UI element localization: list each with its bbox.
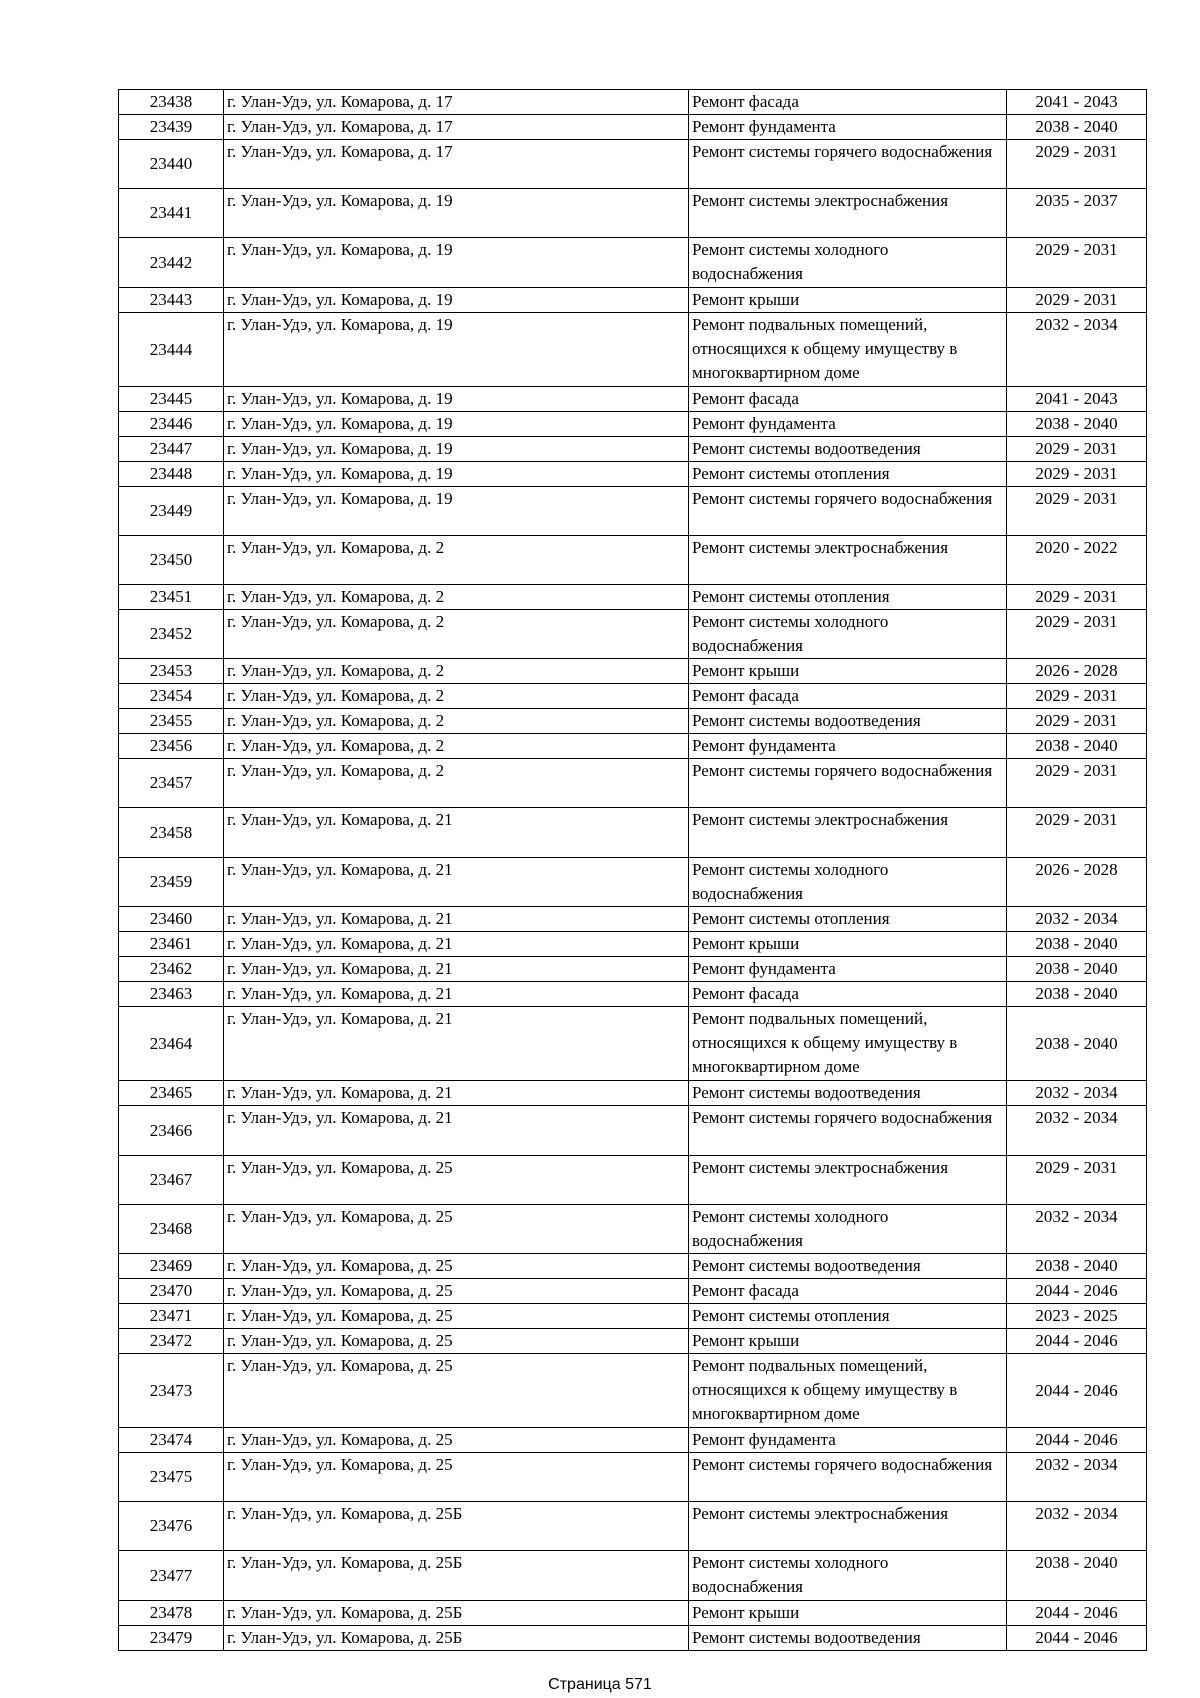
work-type-cell: Ремонт системы водоотведения <box>689 437 1007 462</box>
table-row <box>119 487 1147 536</box>
table-row <box>119 313 1147 387</box>
work-type-cell: Ремонт системы горячего водоснабжения <box>689 487 1007 536</box>
period-cell: 2038 - 2040 <box>1007 115 1147 140</box>
address-cell: г. Улан-Удэ, ул. Комарова, д. 25Б <box>224 1626 689 1651</box>
table-row <box>119 288 1147 313</box>
address-cell: г. Улан-Удэ, ул. Комарова, д. 19 <box>224 412 689 437</box>
address-cell: г. Улан-Удэ, ул. Комарова, д. 19 <box>224 437 689 462</box>
period-cell: 2026 - 2028 <box>1007 659 1147 684</box>
record-id-cell: 23478 <box>119 1601 224 1626</box>
record-id-cell: 23452 <box>119 610 224 659</box>
table-row <box>119 412 1147 437</box>
record-id-cell: 23457 <box>119 759 224 808</box>
record-id-cell: 23463 <box>119 982 224 1007</box>
work-type-cell: Ремонт системы горячего водоснабжения <box>689 1453 1007 1502</box>
table-row <box>119 932 1147 957</box>
capital-repair-table <box>118 89 1147 1651</box>
address-cell: г. Улан-Удэ, ул. Комарова, д. 25 <box>224 1453 689 1502</box>
record-id-cell: 23460 <box>119 907 224 932</box>
period-cell: 2026 - 2028 <box>1007 858 1147 907</box>
period-cell: 2029 - 2031 <box>1007 808 1147 858</box>
address-cell: г. Улан-Удэ, ул. Комарова, д. 21 <box>224 1106 689 1156</box>
address-cell: г. Улан-Удэ, ул. Комарова, д. 2 <box>224 709 689 734</box>
record-id-cell: 23449 <box>119 487 224 536</box>
table-row <box>119 684 1147 709</box>
table-row <box>119 1329 1147 1354</box>
table-row <box>119 1551 1147 1601</box>
address-cell: г. Улан-Удэ, ул. Комарова, д. 25Б <box>224 1551 689 1601</box>
record-id-cell: 23454 <box>119 684 224 709</box>
table-row <box>119 1279 1147 1304</box>
table-row <box>119 238 1147 288</box>
address-cell: г. Улан-Удэ, ул. Комарова, д. 2 <box>224 610 689 659</box>
work-type-cell: Ремонт системы электроснабжения <box>689 1156 1007 1205</box>
table-row <box>119 808 1147 858</box>
table-row <box>119 1601 1147 1626</box>
work-type-cell: Ремонт фундамента <box>689 115 1007 140</box>
period-cell: 2038 - 2040 <box>1007 412 1147 437</box>
work-type-cell: Ремонт системы электроснабжения <box>689 536 1007 585</box>
period-cell: 2029 - 2031 <box>1007 487 1147 536</box>
address-cell: г. Улан-Удэ, ул. Комарова, д. 25Б <box>224 1601 689 1626</box>
address-cell: г. Улан-Удэ, ул. Комарова, д. 25 <box>224 1156 689 1205</box>
work-type-cell: Ремонт фундамента <box>689 412 1007 437</box>
record-id-cell: 23465 <box>119 1081 224 1106</box>
work-type-cell: Ремонт крыши <box>689 932 1007 957</box>
period-cell: 2032 - 2034 <box>1007 907 1147 932</box>
period-cell: 2029 - 2031 <box>1007 610 1147 659</box>
work-type-cell: Ремонт системы отопления <box>689 462 1007 487</box>
address-cell: г. Улан-Удэ, ул. Комарова, д. 19 <box>224 238 689 288</box>
period-cell: 2029 - 2031 <box>1007 238 1147 288</box>
work-type-cell: Ремонт системы отопления <box>689 907 1007 932</box>
record-id-cell: 23445 <box>119 387 224 412</box>
record-id-cell: 23451 <box>119 585 224 610</box>
period-cell: 2032 - 2034 <box>1007 1453 1147 1502</box>
period-cell: 2029 - 2031 <box>1007 709 1147 734</box>
period-cell: 2038 - 2040 <box>1007 1254 1147 1279</box>
period-cell: 2038 - 2040 <box>1007 1551 1147 1601</box>
address-cell: г. Улан-Удэ, ул. Комарова, д. 25 <box>224 1279 689 1304</box>
record-id-cell: 23474 <box>119 1428 224 1453</box>
period-cell: 2038 - 2040 <box>1007 1007 1147 1081</box>
address-cell: г. Улан-Удэ, ул. Комарова, д. 2 <box>224 684 689 709</box>
address-cell: г. Улан-Удэ, ул. Комарова, д. 25 <box>224 1205 689 1254</box>
period-cell: 2044 - 2046 <box>1007 1601 1147 1626</box>
record-id-cell: 23455 <box>119 709 224 734</box>
period-cell: 2032 - 2034 <box>1007 1106 1147 1156</box>
address-cell: г. Улан-Удэ, ул. Комарова, д. 21 <box>224 808 689 858</box>
table-row <box>119 1106 1147 1156</box>
work-type-cell: Ремонт системы электроснабжения <box>689 1502 1007 1551</box>
work-type-cell: Ремонт системы холодного водоснабжения <box>689 238 1007 288</box>
address-cell: г. Улан-Удэ, ул. Комарова, д. 21 <box>224 957 689 982</box>
address-cell: г. Улан-Удэ, ул. Комарова, д. 25Б <box>224 1502 689 1551</box>
address-cell: г. Улан-Удэ, ул. Комарова, д. 21 <box>224 1081 689 1106</box>
work-type-cell: Ремонт фасада <box>689 1279 1007 1304</box>
record-id-cell: 23475 <box>119 1453 224 1502</box>
table-row <box>119 140 1147 189</box>
table-row <box>119 659 1147 684</box>
address-cell: г. Улан-Удэ, ул. Комарова, д. 19 <box>224 487 689 536</box>
work-type-cell: Ремонт системы горячего водоснабжения <box>689 1106 1007 1156</box>
work-type-cell: Ремонт фасада <box>689 387 1007 412</box>
work-type-cell: Ремонт фасада <box>689 982 1007 1007</box>
work-type-cell: Ремонт системы горячего водоснабжения <box>689 140 1007 189</box>
record-id-cell: 23459 <box>119 858 224 907</box>
table-row <box>119 610 1147 659</box>
page-number: Страница 571 <box>548 1676 652 1693</box>
work-type-cell: Ремонт системы электроснабжения <box>689 189 1007 238</box>
table-row <box>119 585 1147 610</box>
period-cell: 2041 - 2043 <box>1007 387 1147 412</box>
period-cell: 2029 - 2031 <box>1007 585 1147 610</box>
record-id-cell: 23471 <box>119 1304 224 1329</box>
period-cell: 2029 - 2031 <box>1007 1156 1147 1205</box>
period-cell: 2032 - 2034 <box>1007 313 1147 387</box>
table-row <box>119 759 1147 808</box>
record-id-cell: 23469 <box>119 1254 224 1279</box>
table-row <box>119 387 1147 412</box>
period-cell: 2020 - 2022 <box>1007 536 1147 585</box>
work-type-cell: Ремонт крыши <box>689 1601 1007 1626</box>
record-id-cell: 23446 <box>119 412 224 437</box>
record-id-cell: 23448 <box>119 462 224 487</box>
record-id-cell: 23476 <box>119 1502 224 1551</box>
period-cell: 2038 - 2040 <box>1007 734 1147 759</box>
address-cell: г. Улан-Удэ, ул. Комарова, д. 2 <box>224 734 689 759</box>
record-id-cell: 23468 <box>119 1205 224 1254</box>
table-row <box>119 189 1147 238</box>
address-cell: г. Улан-Удэ, ул. Комарова, д. 17 <box>224 90 689 115</box>
record-id-cell: 23462 <box>119 957 224 982</box>
address-cell: г. Улан-Удэ, ул. Комарова, д. 2 <box>224 659 689 684</box>
address-cell: г. Улан-Удэ, ул. Комарова, д. 25 <box>224 1304 689 1329</box>
work-type-cell: Ремонт крыши <box>689 659 1007 684</box>
record-id-cell: 23472 <box>119 1329 224 1354</box>
record-id-cell: 23444 <box>119 313 224 387</box>
table-row <box>119 709 1147 734</box>
table-row <box>119 1428 1147 1453</box>
record-id-cell: 23466 <box>119 1106 224 1156</box>
record-id-cell: 23464 <box>119 1007 224 1081</box>
period-cell: 2044 - 2046 <box>1007 1329 1147 1354</box>
record-id-cell: 23441 <box>119 189 224 238</box>
period-cell: 2044 - 2046 <box>1007 1626 1147 1651</box>
record-id-cell: 23442 <box>119 238 224 288</box>
record-id-cell: 23439 <box>119 115 224 140</box>
period-cell: 2044 - 2046 <box>1007 1279 1147 1304</box>
address-cell: г. Улан-Удэ, ул. Комарова, д. 2 <box>224 759 689 808</box>
address-cell: г. Улан-Удэ, ул. Комарова, д. 25 <box>224 1254 689 1279</box>
table-row <box>119 1453 1147 1502</box>
table-row <box>119 437 1147 462</box>
record-id-cell: 23477 <box>119 1551 224 1601</box>
table-row <box>119 536 1147 585</box>
table-row <box>119 957 1147 982</box>
record-id-cell: 23453 <box>119 659 224 684</box>
work-type-cell: Ремонт крыши <box>689 1329 1007 1354</box>
record-id-cell: 23447 <box>119 437 224 462</box>
record-id-cell: 23438 <box>119 90 224 115</box>
period-cell: 2029 - 2031 <box>1007 684 1147 709</box>
work-type-cell: Ремонт системы водоотведения <box>689 1626 1007 1651</box>
table-row <box>119 1502 1147 1551</box>
work-type-cell: Ремонт фундамента <box>689 734 1007 759</box>
table-row <box>119 982 1147 1007</box>
table-row <box>119 858 1147 907</box>
address-cell: г. Улан-Удэ, ул. Комарова, д. 17 <box>224 140 689 189</box>
record-id-cell: 23456 <box>119 734 224 759</box>
table-row <box>119 90 1147 115</box>
period-cell: 2038 - 2040 <box>1007 957 1147 982</box>
work-type-cell: Ремонт подвальных помещений, относящихся к общему имуществу в многоквартирном доме <box>689 1007 1007 1081</box>
address-cell: г. Улан-Удэ, ул. Комарова, д. 19 <box>224 313 689 387</box>
work-type-cell: Ремонт фасада <box>689 90 1007 115</box>
work-type-cell: Ремонт системы холодного водоснабжения <box>689 1205 1007 1254</box>
address-cell: г. Улан-Удэ, ул. Комарова, д. 21 <box>224 982 689 1007</box>
address-cell: г. Улан-Удэ, ул. Комарова, д. 25 <box>224 1354 689 1428</box>
address-cell: г. Улан-Удэ, ул. Комарова, д. 25 <box>224 1428 689 1453</box>
period-cell: 2032 - 2034 <box>1007 1081 1147 1106</box>
table-row <box>119 1304 1147 1329</box>
table-row <box>119 907 1147 932</box>
work-type-cell: Ремонт системы отопления <box>689 1304 1007 1329</box>
table-row <box>119 1156 1147 1205</box>
work-type-cell: Ремонт фасада <box>689 684 1007 709</box>
period-cell: 2044 - 2046 <box>1007 1354 1147 1428</box>
work-type-cell: Ремонт подвальных помещений, относящихся к общему имуществу в многоквартирном доме <box>689 1354 1007 1428</box>
address-cell: г. Улан-Удэ, ул. Комарова, д. 19 <box>224 387 689 412</box>
period-cell: 2038 - 2040 <box>1007 982 1147 1007</box>
period-cell: 2029 - 2031 <box>1007 140 1147 189</box>
period-cell: 2044 - 2046 <box>1007 1428 1147 1453</box>
work-type-cell: Ремонт фундамента <box>689 957 1007 982</box>
period-cell: 2035 - 2037 <box>1007 189 1147 238</box>
table-row <box>119 1626 1147 1651</box>
address-cell: г. Улан-Удэ, ул. Комарова, д. 21 <box>224 907 689 932</box>
period-cell: 2041 - 2043 <box>1007 90 1147 115</box>
period-cell: 2038 - 2040 <box>1007 932 1147 957</box>
record-id-cell: 23450 <box>119 536 224 585</box>
work-type-cell: Ремонт системы холодного водоснабжения <box>689 610 1007 659</box>
address-cell: г. Улан-Удэ, ул. Комарова, д. 2 <box>224 585 689 610</box>
table-row <box>119 1007 1147 1081</box>
address-cell: г. Улан-Удэ, ул. Комарова, д. 17 <box>224 115 689 140</box>
record-id-cell: 23473 <box>119 1354 224 1428</box>
work-type-cell: Ремонт системы электроснабжения <box>689 808 1007 858</box>
address-cell: г. Улан-Удэ, ул. Комарова, д. 19 <box>224 462 689 487</box>
table-row <box>119 462 1147 487</box>
work-type-cell: Ремонт крыши <box>689 288 1007 313</box>
record-id-cell: 23479 <box>119 1626 224 1651</box>
address-cell: г. Улан-Удэ, ул. Комарова, д. 21 <box>224 1007 689 1081</box>
work-type-cell: Ремонт системы водоотведения <box>689 709 1007 734</box>
address-cell: г. Улан-Удэ, ул. Комарова, д. 19 <box>224 189 689 238</box>
record-id-cell: 23440 <box>119 140 224 189</box>
address-cell: г. Улан-Удэ, ул. Комарова, д. 2 <box>224 536 689 585</box>
table-row <box>119 1205 1147 1254</box>
record-id-cell: 23470 <box>119 1279 224 1304</box>
table-body <box>119 90 1147 1651</box>
table-row <box>119 734 1147 759</box>
work-type-cell: Ремонт системы водоотведения <box>689 1254 1007 1279</box>
period-cell: 2029 - 2031 <box>1007 288 1147 313</box>
work-type-cell: Ремонт фундамента <box>689 1428 1007 1453</box>
period-cell: 2023 - 2025 <box>1007 1304 1147 1329</box>
record-id-cell: 23458 <box>119 808 224 858</box>
work-type-cell: Ремонт подвальных помещений, относящихся к общему имуществу в многоквартирном доме <box>689 313 1007 387</box>
period-cell: 2032 - 2034 <box>1007 1205 1147 1254</box>
period-cell: 2029 - 2031 <box>1007 462 1147 487</box>
address-cell: г. Улан-Удэ, ул. Комарова, д. 25 <box>224 1329 689 1354</box>
table-row <box>119 1354 1147 1428</box>
record-id-cell: 23467 <box>119 1156 224 1205</box>
table-row <box>119 1081 1147 1106</box>
period-cell: 2032 - 2034 <box>1007 1502 1147 1551</box>
work-type-cell: Ремонт системы горячего водоснабжения <box>689 759 1007 808</box>
work-type-cell: Ремонт системы холодного водоснабжения <box>689 1551 1007 1601</box>
period-cell: 2029 - 2031 <box>1007 437 1147 462</box>
address-cell: г. Улан-Удэ, ул. Комарова, д. 19 <box>224 288 689 313</box>
period-cell: 2029 - 2031 <box>1007 759 1147 808</box>
record-id-cell: 23461 <box>119 932 224 957</box>
record-id-cell: 23443 <box>119 288 224 313</box>
work-type-cell: Ремонт системы холодного водоснабжения <box>689 858 1007 907</box>
address-cell: г. Улан-Удэ, ул. Комарова, д. 21 <box>224 932 689 957</box>
work-type-cell: Ремонт системы водоотведения <box>689 1081 1007 1106</box>
address-cell: г. Улан-Удэ, ул. Комарова, д. 21 <box>224 858 689 907</box>
table-row <box>119 1254 1147 1279</box>
work-type-cell: Ремонт системы отопления <box>689 585 1007 610</box>
table-row <box>119 115 1147 140</box>
